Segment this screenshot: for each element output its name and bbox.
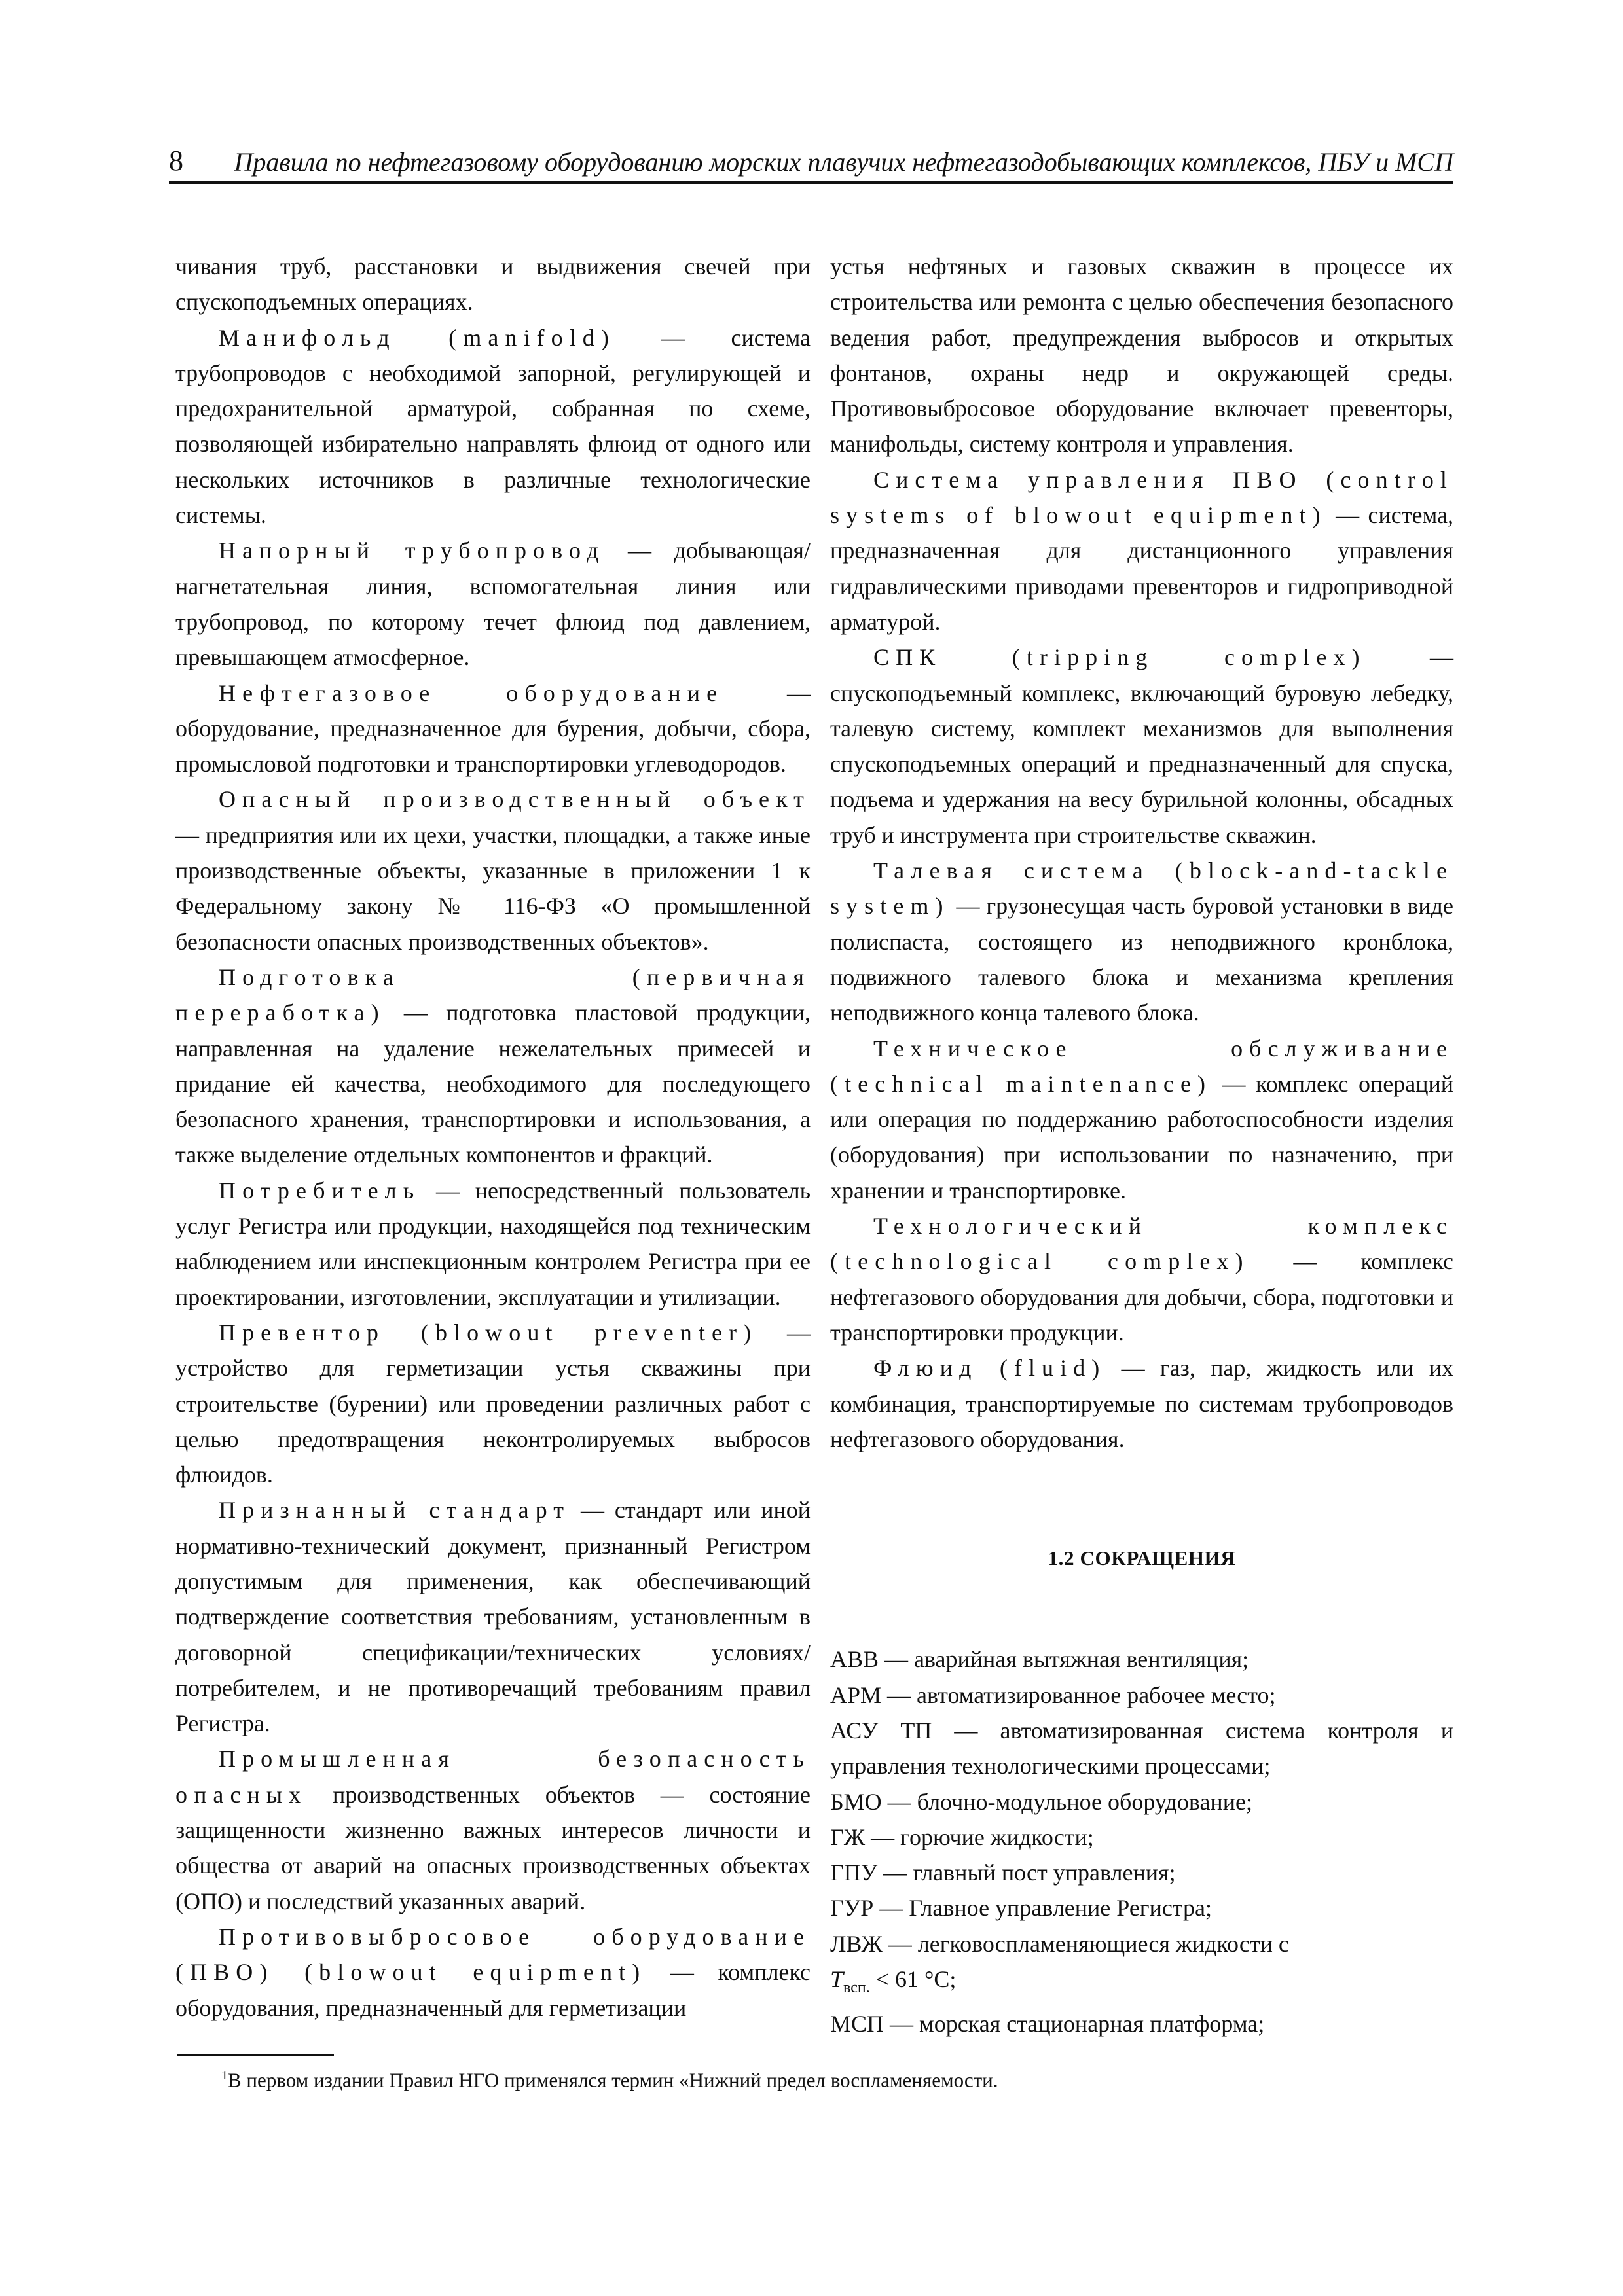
- definition-paragraph: [175, 781, 811, 959]
- abbreviation-item: [830, 1855, 1453, 1890]
- abbreviation-formula: [830, 1962, 1453, 2005]
- abbreviation-text: ЛВЖ — легковоспламеняющиеся жидкости с: [830, 1930, 1289, 1957]
- abbreviation-item: [830, 1641, 1453, 1677]
- definition-paragraph: [175, 960, 811, 1173]
- definition-text: — система трубопроводов с необходимой запорной, регулирующей и предохранительной арматурой, собранная по схеме, позволяющей избирательно направлять флюид от одного или нескольких источников в различные технологические системы.: [175, 324, 811, 529]
- definition-term: Нефтегазовое оборудование: [219, 679, 724, 706]
- formula-symbol: T: [830, 1966, 844, 1993]
- definition-term: Технологический комплекс (technological complex): [830, 1213, 1453, 1275]
- definition-term: Превентор (blowout preventer): [219, 1319, 758, 1346]
- definition-text: — оборудование, предназначенное для бурения, добычи, сбора, промысловой подготовки и транспортировки углеводородов.: [175, 679, 811, 778]
- definition-term: СПК (tripping complex): [873, 644, 1366, 671]
- abbreviations-list: [830, 1641, 1453, 2041]
- definition-text: — комплекс нефтегазового оборудования для добычи, сбора, подготовки и транспортировки продукции.: [830, 1248, 1453, 1346]
- definition-paragraph: [830, 462, 1453, 639]
- footnote-mark: 1: [221, 2068, 228, 2083]
- abbreviation-text: АВВ — аварийная вытяжная вентиляция;: [830, 1646, 1249, 1673]
- definition-text: — подготовка пластовой продукции, направленная на удаление нежелательных примесей и придание ей качества, необходимого для последующего безопасного хранения, транспортировки и использования, а также выделение отдельных компонентов и фракций.: [175, 999, 811, 1168]
- definition-paragraph: [830, 853, 1453, 1030]
- footnote-text: В первом издании Правил НГО применялся термин «Нижний предел воспламеняемости.: [228, 2068, 998, 2092]
- definition-paragraph: [175, 1741, 811, 1918]
- abbreviation-item: [830, 1677, 1453, 1713]
- definition-text: — устройство для герметизации устья скважины при строительстве (бурении) или проведении различных работ с целью предотвращения неконтролируемых выбросов флюидов.: [175, 1319, 811, 1488]
- definition-text: — газ, пар, жидкость или их комбинация, транспортируемые по системам трубопроводов нефтегазового оборудования.: [830, 1355, 1453, 1452]
- right-definitions: [830, 249, 1453, 1457]
- definition-term: Признанный стандарт: [219, 1497, 571, 1524]
- page-header: [169, 143, 1453, 184]
- definition-term: Техническое обслуживание (technical maintenance): [830, 1035, 1453, 1097]
- abbreviation-text: МСП — морская стационарная платформа;: [830, 2010, 1265, 2037]
- definition-term: Манифольд (manifold): [219, 324, 615, 351]
- footnote-rule: [177, 2054, 334, 2056]
- left-column: [175, 249, 811, 2026]
- abbreviation-text: ГУР — Главное управление Регистра;: [830, 1895, 1212, 1922]
- abbreviation-text: ГЖ — горючие жидкости;: [830, 1823, 1094, 1850]
- definition-text: устья нефтяных и газовых скважин в процессе их строительства или ремонта с целью обеспечения безопасного ведения работ, предупреждения выбросов и открытых фонтанов, охраны недр и окружающей среды. Противовыбросовое оборудование включает превенторы, манифольды, систему контроля и управления.: [830, 253, 1453, 457]
- definition-text: — грузонесущая часть буровой установки в виде полиспаста, состоящего из неподвижного кронблока, подвижного талевого блока и механизма крепления неподвижного конца талевого блока.: [830, 893, 1453, 1026]
- abbreviation-text: АРМ — автоматизированное рабочее место;: [830, 1681, 1276, 1708]
- definition-paragraph: [175, 1315, 811, 1492]
- definition-term: Потребитель: [219, 1177, 421, 1204]
- definition-term: Напорный трубопровод: [219, 537, 606, 564]
- definition-term: Талевая система (block-and-tackle system): [830, 857, 1453, 920]
- definition-term: Противовыбросовое оборудование (ПВО) (blowout equipment): [175, 1923, 811, 1986]
- definition-paragraph: [830, 1208, 1453, 1350]
- abbreviation-text: АСУ ТП — автоматизированная система контроля и управления технологическими процессами;: [830, 1717, 1453, 1780]
- definition-term: Промышленная безопасность опасных: [175, 1746, 811, 1808]
- section-title: 1.2 СОКРАЩЕНИЯ: [1048, 1547, 1236, 1570]
- definition-paragraph: [830, 249, 1453, 462]
- definition-text: — комплекс оборудования, предназначенный для герметизации: [175, 1959, 811, 2021]
- definition-term: Флюид (fluid): [873, 1355, 1106, 1382]
- definition-paragraph: [175, 320, 811, 533]
- definition-text: — стандарт или иной нормативно-технический документ, признанный Регистром допустимым для применения, как обеспечивающий подтверждение соответствия требованиям, установленным в договорной спецификации/технических условиях/потребителем, и не противоречащий требованиям правил Регистра.: [175, 1497, 811, 1737]
- definition-paragraph: [175, 1173, 811, 1315]
- abbreviation-item: [830, 1890, 1453, 1926]
- abbreviation-text: БМО — блочно-модульное оборудование;: [830, 1788, 1252, 1815]
- definition-paragraph: [175, 1492, 811, 1741]
- definition-paragraph: [175, 1919, 811, 2026]
- definition-term: Система управления ПВО (control systems of blowout equipment): [830, 466, 1453, 529]
- abbreviation-item: [830, 1784, 1453, 1820]
- abbreviation-item: [830, 2006, 1453, 2041]
- abbreviation-text: ГПУ — главный пост управления;: [830, 1859, 1176, 1886]
- abbreviation-item: [830, 1926, 1453, 1962]
- definition-text: — система, предназначенная для дистанционного управления гидравлическими приводами превенторов и гидроприводной арматурой.: [830, 502, 1453, 635]
- definition-text: чивания труб, расстановки и выдвижения свечей при спускоподъемных операциях.: [175, 253, 811, 315]
- definition-paragraph: [830, 1031, 1453, 1208]
- definition-paragraph: [175, 249, 811, 320]
- footnote: [221, 2068, 998, 2092]
- definition-text: — предприятия или их цехи, участки, площадки, а также иные производственные объекты, указанные в приложении 1 к Федеральному закону № 116-ФЗ «О промышленной безопасности опасных производственных объектов».: [175, 821, 811, 955]
- definition-paragraph: [830, 639, 1453, 853]
- definition-text: — комплекс операций или операция по поддержанию работоспособности изделия (оборудования) при использовании по назначению, при хранении и транспортировке.: [830, 1070, 1453, 1204]
- abbreviation-item: [830, 1820, 1453, 1855]
- definition-paragraph: [830, 1350, 1453, 1457]
- definition-text: — непосредственный пользователь услуг Регистра или продукции, находящейся под техническим наблюдением или инспекционным контролем Регистра при ее проектировании, изготовлении, эксплуатации и утилизации.: [175, 1177, 811, 1310]
- formula-subscript: всп.: [843, 1979, 870, 1997]
- running-title: Правила по нефтегазовому оборудованию морских плавучих нефтегазодобывающих комплексов, ПБУ и МСП: [234, 147, 1453, 177]
- definition-text: производственных объектов — состояние защищенности жизненно важных интересов личности и общества от аварий на опасных производственных объектах (ОПО) и последствий указанных аварий.: [175, 1781, 811, 1914]
- definition-term: Опасный производственный объект: [219, 786, 811, 813]
- definition-text: — спускоподъемный комплекс, включающий буровую лебедку, талевую систему, комплект механизмов для выполнения спускоподъемных операций и предназначенный для спуска, подъема и удержания на весу бурильной колонны, обсадных труб и инструмента при строительстве скважин.: [830, 644, 1454, 848]
- right-column: [830, 249, 1453, 2041]
- definition-paragraph: [175, 533, 811, 675]
- definition-text: — добывающая/нагнетательная линия, вспомогательная линия или трубопровод, по которому течет флюид под давлением, превышающем атмосферное.: [175, 537, 811, 671]
- definition-paragraph: [175, 675, 811, 782]
- abbreviation-item: [830, 1713, 1453, 1784]
- formula-rest: < 61 °C;: [869, 1966, 957, 1993]
- definition-term: Подготовка (первичная переработка): [175, 963, 811, 1026]
- page-number: 8: [169, 145, 183, 177]
